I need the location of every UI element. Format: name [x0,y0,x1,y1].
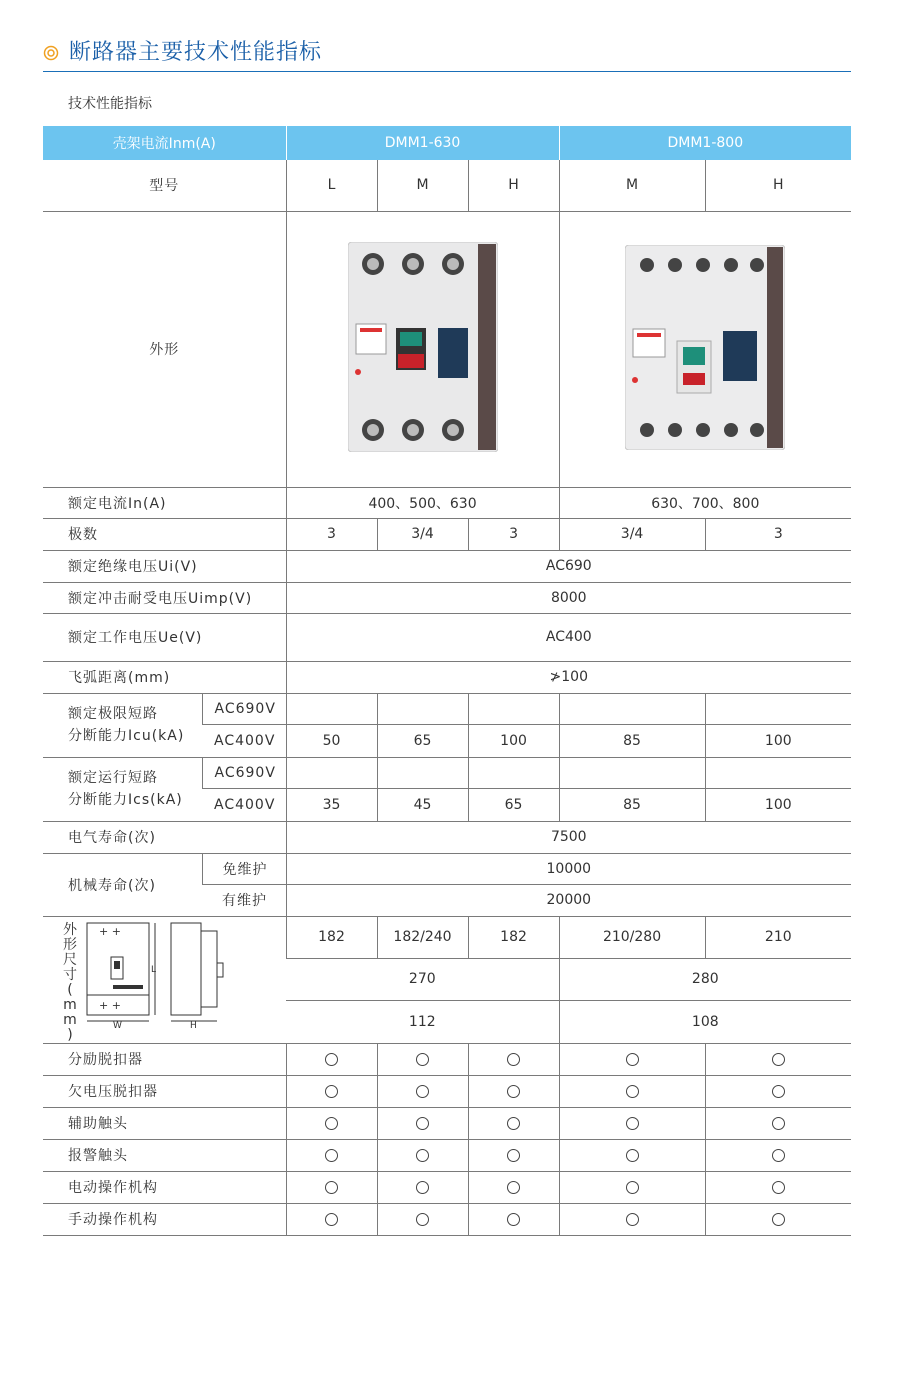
ics-ac690-row [43,757,851,788]
icu-cell: 85 [559,724,705,757]
poles-cell: 3 [705,518,851,550]
icu-ac400-label: AC400V [202,724,286,757]
poles-cell: 3 [286,518,377,550]
rated-current-row [43,487,851,518]
mech-life-row-1 [43,853,851,884]
rated-current-800: 630、700、800 [559,487,851,518]
accessory-row [43,1171,851,1203]
ics-ac690-cell [559,757,705,788]
mech-life-val2: 20000 [286,884,851,916]
ics-cell: 35 [286,788,377,821]
available-circle-icon [626,1117,639,1130]
ics-ac400-label: AC400V [202,788,286,821]
ics-cell: 100 [705,788,851,821]
header-frame-current: 壳架电流Inm(A) [43,126,286,160]
model-label: 型号 [43,160,286,211]
poles-label: 极数 [43,518,286,550]
mech-life-val1: 10000 [286,853,851,884]
spec-table [43,126,851,1236]
section-title-row [43,38,851,72]
ics-ac690-cell [705,757,851,788]
mech-life-sub1: 免维护 [202,853,286,884]
dims-l-800: 280 [559,958,851,1000]
available-circle-icon [772,1213,785,1226]
poles-cell: 3 [468,518,559,550]
available-circle-icon [325,1149,338,1162]
ics-ac690-cell [286,757,377,788]
available-circle-icon [772,1181,785,1194]
elec-life-row [43,821,851,853]
rated-current-label: 额定电流In(A) [43,487,286,518]
available-circle-icon [772,1085,785,1098]
available-circle-icon [507,1085,520,1098]
available-circle-icon [626,1181,639,1194]
available-circle-icon [772,1117,785,1130]
title-underline [43,71,851,72]
icu-ac690-cell [468,693,559,724]
header-row [43,126,851,160]
available-circle-icon [507,1181,520,1194]
available-circle-icon [325,1117,338,1130]
icu-ac690-cell [559,693,705,724]
ics-ac690-label: AC690V [202,757,286,788]
elec-life-label: 电气寿命(次) [43,821,286,853]
icu-cell: 50 [286,724,377,757]
available-circle-icon [325,1053,338,1066]
dims-w-cell: 210 [705,916,851,958]
table-subtitle: 技术性能指标 [68,96,152,112]
svg-text:+ +: + + [99,998,121,1012]
model-cell: M [377,160,468,211]
poles-cell: 3/4 [559,518,705,550]
icu-label-line1: 额定极限短路 [68,706,158,722]
poles-cell: 3/4 [377,518,468,550]
dims-label: 外 形 尺 寸 ( m m ) [63,921,77,1043]
dims-w-cell: 210/280 [559,916,705,958]
available-circle-icon [626,1213,639,1226]
breaker-800-image [559,211,851,487]
ics-ac690-cell [377,757,468,788]
ue-value: AC400 [286,613,851,661]
accessory-row [43,1107,851,1139]
svg-text:H: H [190,1020,197,1029]
accessory-row [43,1203,851,1235]
model-cell: L [286,160,377,211]
available-circle-icon [325,1181,338,1194]
ui-label: 额定绝缘电压Ui(V) [43,550,286,582]
available-circle-icon [325,1213,338,1226]
model-cell: H [468,160,559,211]
dims-w-row [43,916,851,958]
available-circle-icon [772,1053,785,1066]
icu-cell: 65 [377,724,468,757]
icu-ac690-row [43,693,851,724]
icu-ac690-label: AC690V [202,693,286,724]
dims-l-630: 270 [286,958,559,1000]
circuit-breaker-icon [625,245,785,450]
accessory-label: 分励脱扣器 [43,1043,286,1075]
uimp-row [43,582,851,613]
dims-w-cell: 182/240 [377,916,468,958]
arc-label: 飞弧距离(mm) [43,661,286,693]
dimension-drawing [85,917,245,1029]
dims-h-800: 108 [559,1001,851,1043]
mech-life-label: 机械寿命(次) [43,853,202,916]
model-row [43,160,851,211]
ui-row [43,550,851,582]
appearance-row [43,211,851,487]
available-circle-icon [416,1213,429,1226]
available-circle-icon [325,1085,338,1098]
ics-cell: 45 [377,788,468,821]
available-circle-icon [507,1213,520,1226]
ics-label [43,757,202,821]
header-dmm1-800: DMM1-800 [559,126,851,160]
accessory-row [43,1075,851,1107]
icu-ac690-cell [377,693,468,724]
accessory-label: 电动操作机构 [43,1171,286,1203]
available-circle-icon [416,1085,429,1098]
target-circle-icon [43,45,59,61]
ue-row [43,613,851,661]
available-circle-icon [416,1053,429,1066]
svg-text:W: W [113,1020,122,1029]
dims-label-cell [43,916,286,1043]
uimp-label: 额定冲击耐受电压Uimp(V) [43,582,286,613]
accessory-row [43,1043,851,1075]
accessory-label: 报警触头 [43,1139,286,1171]
accessory-label: 辅助触头 [43,1107,286,1139]
available-circle-icon [507,1117,520,1130]
icu-cell: 100 [468,724,559,757]
available-circle-icon [416,1117,429,1130]
icu-cell: 100 [705,724,851,757]
available-circle-icon [507,1149,520,1162]
icu-ac690-cell [286,693,377,724]
available-circle-icon [772,1149,785,1162]
ics-label-line1: 额定运行短路 [68,770,158,786]
svg-text:L: L [151,964,157,975]
elec-life-value: 7500 [286,821,851,853]
available-circle-icon [416,1149,429,1162]
dims-w-cell: 182 [286,916,377,958]
appearance-label: 外形 [43,211,286,487]
arc-row [43,661,851,693]
accessory-label: 欠电压脱扣器 [43,1075,286,1107]
icu-label [43,693,202,757]
accessory-label: 手动操作机构 [43,1203,286,1235]
model-cell: M [559,160,705,211]
circuit-breaker-icon [348,242,498,452]
model-cell: H [705,160,851,211]
dims-h-630: 112 [286,1001,559,1043]
icu-ac690-cell [705,693,851,724]
ics-label-line2: 分断能力Ics(kA) [68,792,183,808]
ics-cell: 65 [468,788,559,821]
available-circle-icon [416,1181,429,1194]
ics-ac690-cell [468,757,559,788]
poles-row [43,518,851,550]
icu-label-line2: 分断能力Icu(kA) [68,728,185,744]
arc-value: ≯100 [286,661,851,693]
uimp-value: 8000 [286,582,851,613]
available-circle-icon [507,1053,520,1066]
ics-cell: 85 [559,788,705,821]
header-dmm1-630: DMM1-630 [286,126,559,160]
breaker-630-image [286,211,559,487]
ui-value: AC690 [286,550,851,582]
dims-w-cell: 182 [468,916,559,958]
mech-life-sub2: 有维护 [202,884,286,916]
accessory-row [43,1139,851,1171]
section-title: 断路器主要技术性能指标 [69,40,323,65]
rated-current-630: 400、500、630 [286,487,559,518]
available-circle-icon [626,1053,639,1066]
ue-label: 额定工作电压Ue(V) [43,613,286,661]
available-circle-icon [626,1085,639,1098]
available-circle-icon [626,1149,639,1162]
svg-text:+ +: + + [99,924,121,938]
